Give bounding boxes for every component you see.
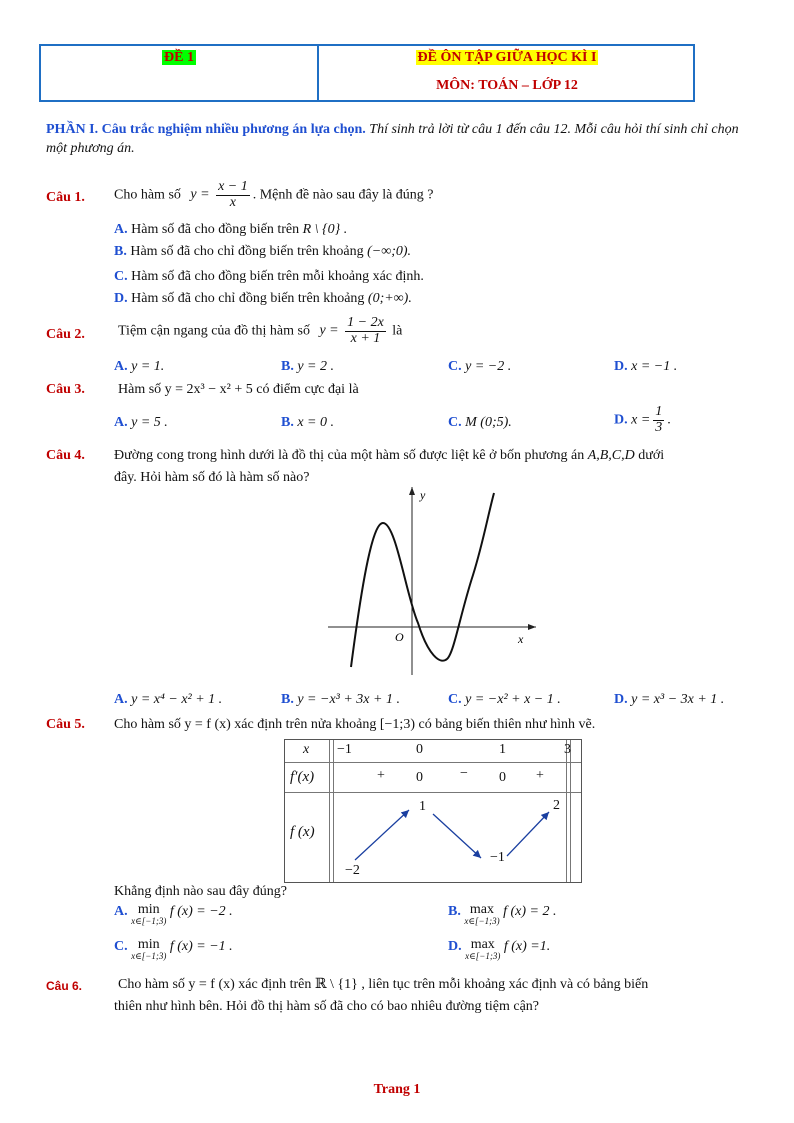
q2-option-c[interactable]: C. y = −2 .	[448, 359, 512, 374]
q4-line1: Đường cong trong hình dưới là đồ thị của một hàm số được liệt kê ở bốn phương án A,B,C,D dưới	[114, 448, 665, 463]
q6-label: Câu 6.	[46, 979, 83, 993]
table-x-v2: 1	[499, 742, 506, 757]
q4-option-a[interactable]: A. y = x⁴ − x² + 1 .	[114, 692, 223, 707]
table-sign-0: +	[377, 768, 385, 783]
q2-label: Câu 2.	[46, 327, 85, 342]
table-x-label: x	[303, 742, 310, 757]
q5-option-b[interactable]: B. max x∈[−1;3) f (x) = 2 .	[448, 902, 557, 926]
table-x-v0: −1	[337, 742, 352, 757]
cubic-curve	[351, 493, 494, 667]
q1-option-b[interactable]: B. Hàm số đã cho chỉ đồng biến trên khoảng (−∞;0).	[114, 244, 412, 259]
graph-origin-label: O	[395, 630, 404, 644]
q6-line2: thiên như hình bên. Hỏi đồ thị hàm số đã cho có bao nhiêu đường tiệm cận?	[114, 999, 539, 1014]
q1-option-d[interactable]: D. Hàm số đã cho chỉ đồng biến trên khoảng (0;+∞).	[114, 291, 412, 306]
table-arrows	[285, 740, 581, 882]
q6-line1: Cho hàm số y = f (x) xác định trên ℝ \ {1} , liên tục trên mỗi khoảng xác định và có bảng biến	[118, 977, 649, 992]
part-intro	[46, 120, 756, 158]
q1-post: . Mệnh đề nào sau đây là đúng ?	[252, 187, 434, 203]
q2-option-d[interactable]: D. x = −1 .	[614, 359, 678, 374]
q1-option-c[interactable]: C. Hàm số đã cho đồng biến trên mỗi khoảng xác định.	[114, 269, 424, 284]
table-sign-2: −	[460, 766, 468, 781]
q4-option-d[interactable]: D. y = x³ − 3x + 1 .	[614, 692, 725, 707]
q5-option-a[interactable]: A. min x∈[−1;3) f (x) = −2 .	[114, 902, 233, 926]
q5-stem: Cho hàm số y = f (x) xác định trên nửa khoảng [−1;3) có bảng biến thiên như hình vẽ.	[114, 717, 596, 732]
graph-x-label: x	[518, 632, 524, 646]
q4-line2: đây. Hỏi hàm số đó là hàm số nào?	[114, 470, 310, 485]
exam-subject: MÔN: TOÁN – LỚP 12	[436, 78, 578, 93]
q5-statement: Khẳng định nào sau đây đúng?	[114, 884, 288, 899]
q1-option-a[interactable]: A. Hàm số đã cho đồng biến trên R \ {0} .	[114, 222, 348, 237]
q1-pre: Cho hàm số	[114, 187, 181, 203]
q4-option-b[interactable]: B. y = −x³ + 3x + 1 .	[281, 692, 400, 707]
q3-label: Câu 3.	[46, 382, 85, 397]
q2-stem: Tiệm cận ngang của đồ thị hàm số y = $\frac{1 - 2x}{x + 1}$ là	[118, 315, 403, 346]
table-x-v1: 0	[416, 742, 423, 757]
header-box	[39, 44, 695, 102]
q1-stem	[114, 180, 434, 210]
table-f-label: f (x)	[290, 824, 315, 840]
q2-option-b[interactable]: B. y = 2 .	[281, 359, 335, 374]
table-f-v3: 2	[553, 798, 560, 813]
table-f-v2: −1	[490, 850, 505, 865]
graph-y-label: y	[420, 488, 426, 502]
page-number: Trang 1	[373, 1082, 421, 1097]
q3-stem: Hàm số y = 2x³ − x² + 5 có điểm cực đại là	[118, 382, 359, 397]
table-f-v1: 1	[419, 799, 426, 814]
part-instruction: Thí sinh trả lời từ câu 1 đến câu 12. Mỗi câu hỏi thí sinh chỉ chọn một phương án.	[46, 122, 739, 156]
q3-option-b[interactable]: B. x = 0 .	[281, 415, 335, 430]
table-f-v0: −2	[345, 863, 360, 878]
table-sign-3: 0	[499, 770, 506, 785]
part-heading: PHẦN I. Câu trắc nghiệm nhiều phương án lựa chọn.	[46, 122, 366, 137]
q5-option-c[interactable]: C. min x∈[−1;3) f (x) = −1 .	[114, 937, 233, 961]
table-sign-1: 0	[416, 770, 423, 785]
q4-label: Câu 4.	[46, 448, 85, 463]
q1-y: y =	[190, 187, 210, 203]
q1-label: Câu 1.	[46, 190, 85, 205]
q3-option-c[interactable]: C. M (0;5).	[448, 415, 512, 430]
table-fp-label: f′(x)	[290, 769, 315, 785]
q4-option-c[interactable]: C. y = −x² + x − 1 .	[448, 692, 561, 707]
variation-table	[284, 739, 582, 883]
q1-fraction: $\frac{x - 1}{x}$	[218, 179, 248, 210]
q2-fraction: $\frac{1 - 2x}{x + 1}$	[347, 315, 384, 346]
exam-title: ĐỀ ÔN TẬP GIỮA HỌC KÌ I	[417, 50, 597, 65]
exam-number: ĐỀ 1	[164, 50, 194, 65]
q4-graph	[328, 485, 538, 675]
table-sign-4: +	[536, 768, 544, 783]
table-x-v3: 3	[564, 742, 571, 757]
q3-option-a[interactable]: A. y = 5 .	[114, 415, 168, 430]
q5-label: Câu 5.	[46, 717, 85, 732]
q2-option-a[interactable]: A. y = 1.	[114, 359, 165, 374]
q5-option-d[interactable]: D. max x∈[−1;3) f (x) =1.	[448, 937, 551, 961]
q3-option-d[interactable]: D. x = $\frac{1}{3}$ .	[614, 404, 671, 435]
